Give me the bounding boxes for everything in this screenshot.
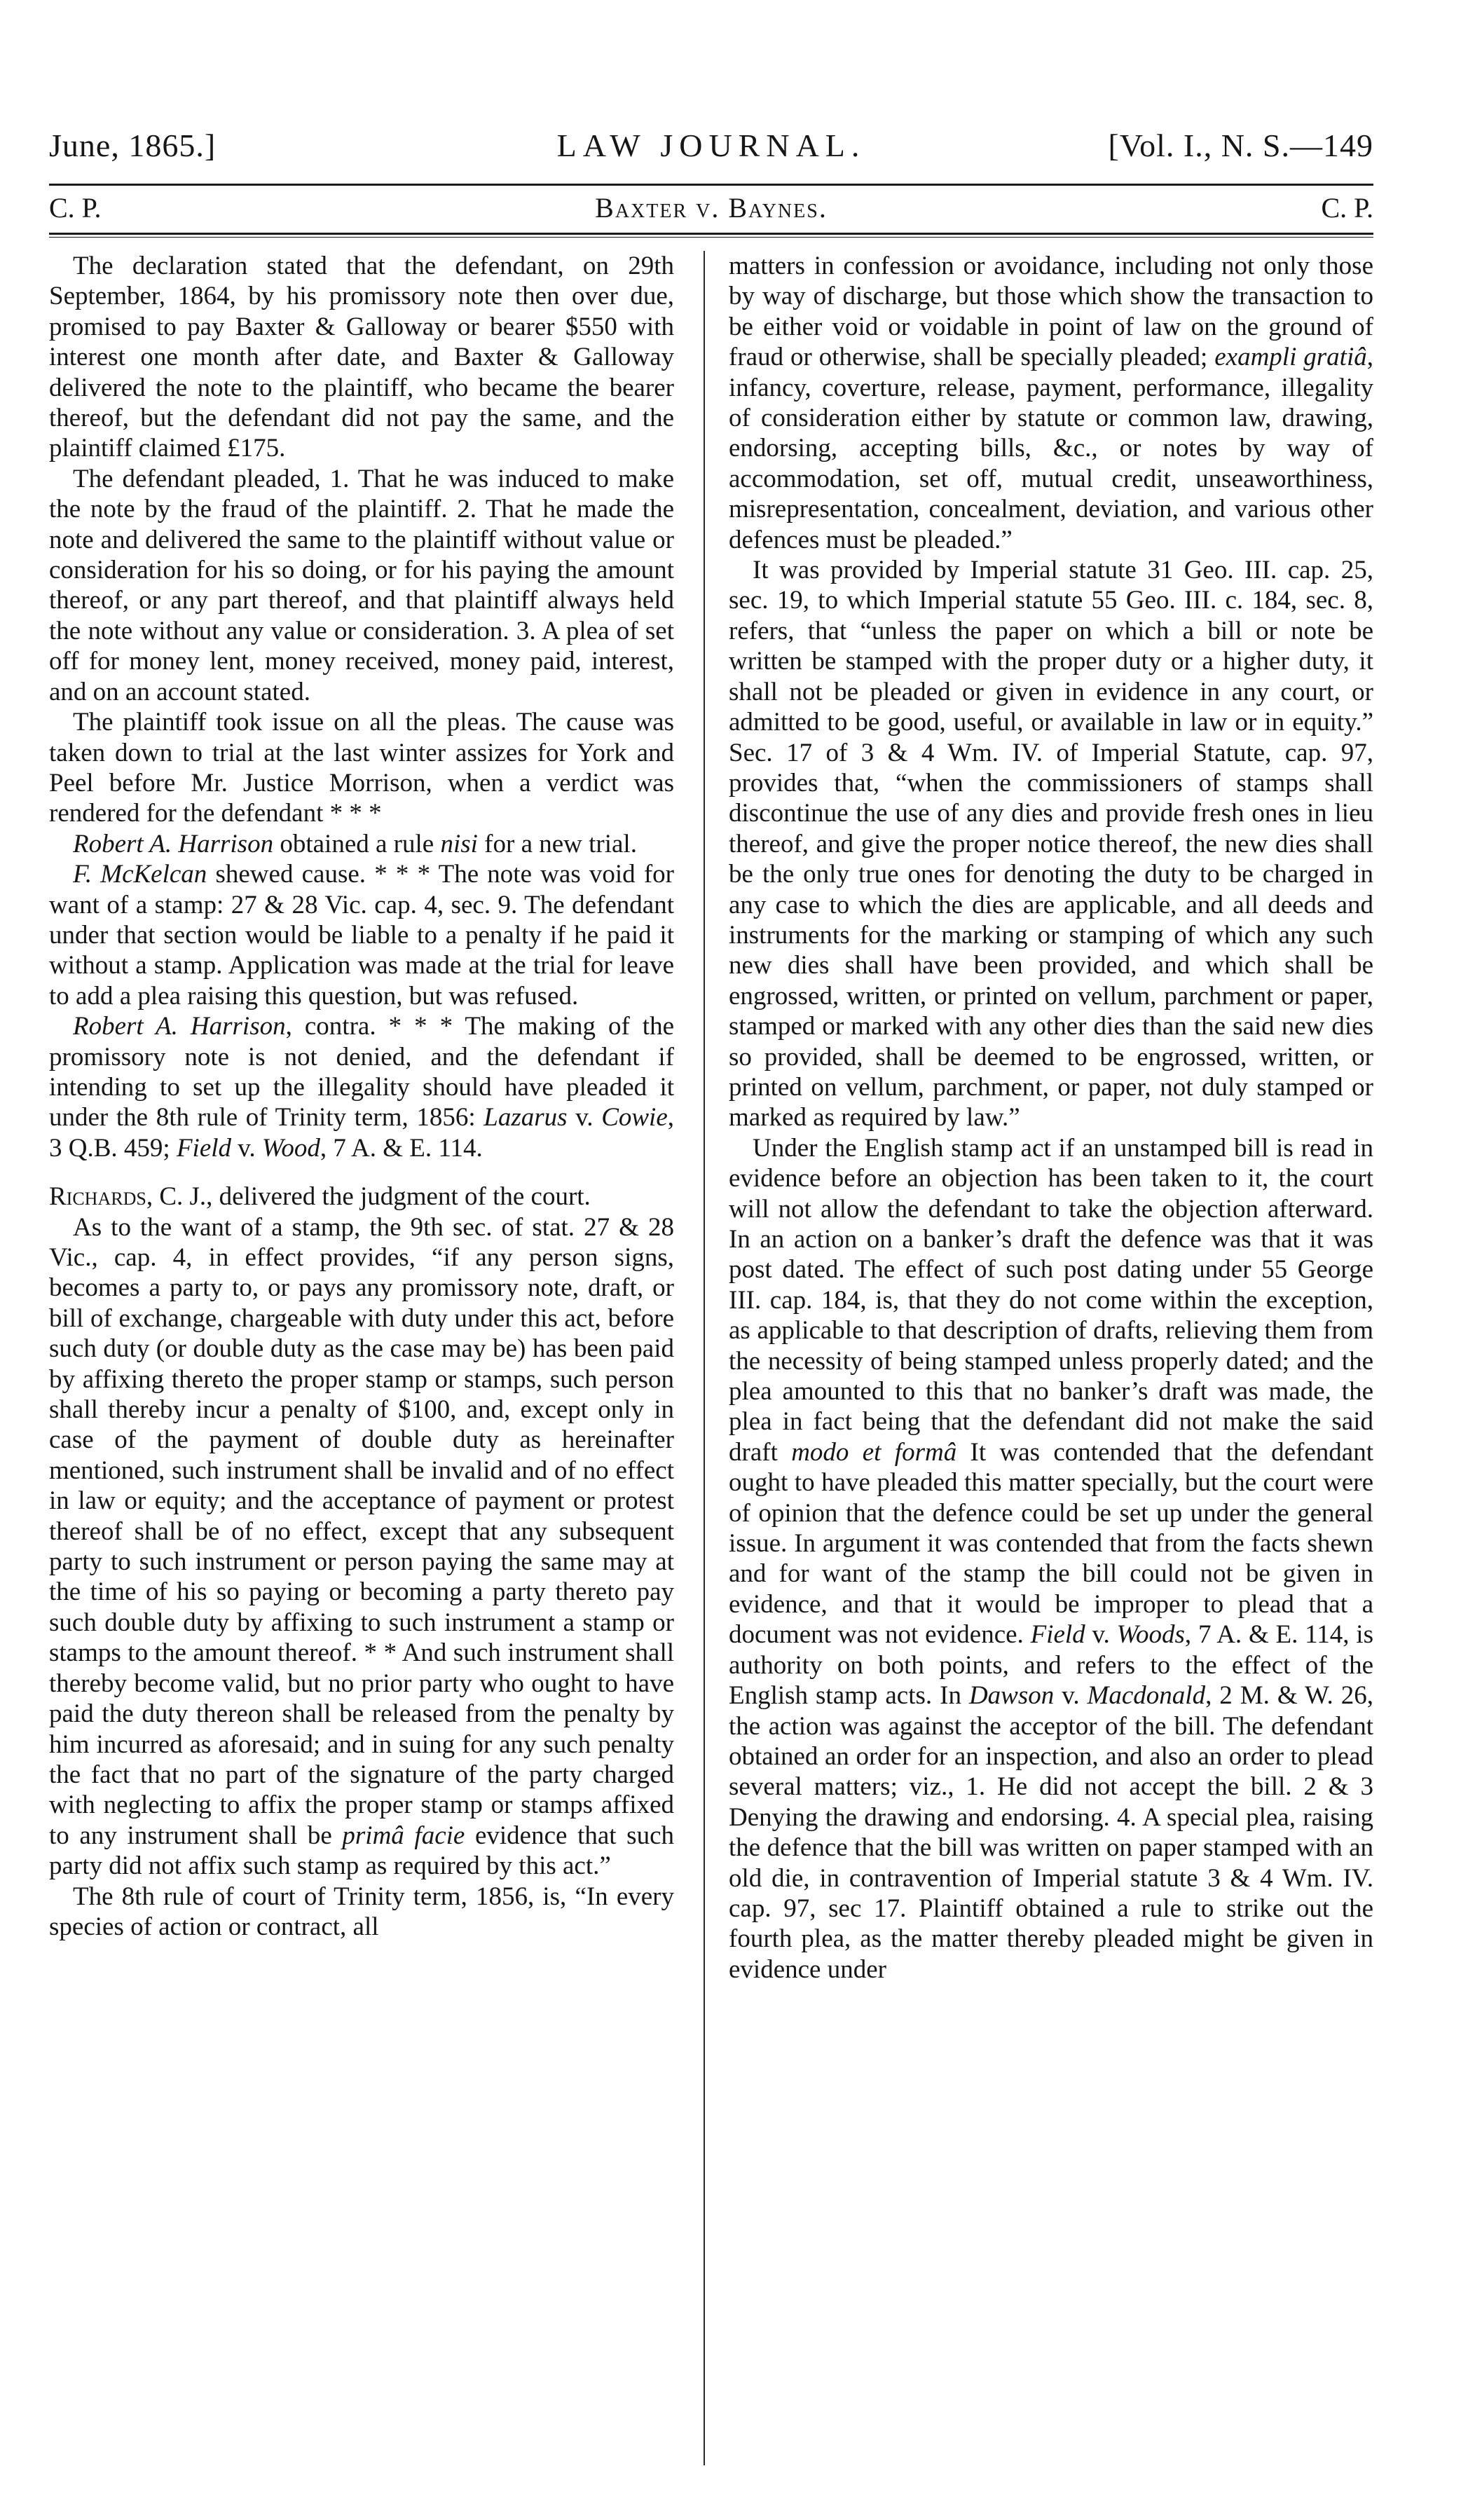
case-title: Baxter v. Baynes. [595, 192, 828, 224]
paragraph: It was provided by Imperial statute 31 Geo. III. cap. 25, sec. 19, to which Imperial statute 55 Geo. III. c. 184, sec. 8, refers, that “unless the paper on which a bill or note be written be stamped with the proper duty or a higher duty, it shall not be pleaded or given in evidence in any court, or admitted to be good, useful, or available in law or in equity.” Sec. 17 of 3 & 4 Wm. IV. of Imperial Statute, cap. 97, provides that, “when the commissioners of stamps shall discontinue the use of any dies and provide fresh ones in lieu thereof, and give the proper notice thereof, the new dies shall be the only true ones for denoting the duty to be charged in any case to which the dies are applicable, and all deeds and instruments for the marking or stamping of which any such new dies shall have been provided, and which shall be engrossed, written, or printed on vellum, parchment or paper, stamped or marked with any other dies than the said new dies so provided, shall be deemed to be engrossed, written, or printed on vellum, parchment, or paper, not duly stamped or marked as required by law.” [729, 556, 1373, 1132]
case-rule [49, 233, 1373, 235]
right-column [729, 251, 1373, 1985]
court-right: C. P. [1321, 192, 1373, 224]
header-rule [49, 184, 1373, 186]
journal-title: LAW JOURNAL. [556, 128, 866, 163]
column-divider [704, 251, 705, 2465]
case-rule-thin [49, 237, 1373, 238]
counsel-name: Robert A. Harrison [73, 829, 274, 858]
paragraph: The 8th rule of court of Trinity term, 1856, is, “In every species of action or contract, all [49, 1882, 674, 1941]
left-column [49, 251, 674, 1942]
paragraph: Robert A. Harrison obtained a rule nisi for a new trial. [73, 829, 637, 858]
judgment-intro: Richards, C. J., delivered the judgment of the court. [49, 1182, 591, 1212]
issue-date: June, 1865.] [49, 128, 217, 163]
paragraph: The declaration stated that the defendant, on 29th September, 1864, by his promissory note then over due, promised to pay Baxter & Galloway or bearer $550 with interest one month after date, and Baxter & Galloway delivered the note to the plaintiff, who became the bearer thereof, but the defendant did not pay the same, and the plaintiff claimed £175. [49, 252, 674, 463]
judge-name: Richards [49, 1182, 146, 1212]
counsel-name: Robert A. Harrison [73, 1012, 286, 1041]
court-left: C. P. [49, 192, 102, 224]
paragraph: Under the English stamp act if an unstamped bill is read in evidence before an objection has been taken to it, the court will not allow the defendant to take the objection afterward. In an action on a banker’s draft the defence was that it was post dated. The effect of such post dating under 55 George III. cap. 184, is, that they do not come within the exception, as applicable to that description of drafts, relieving them from the necessity of being stamped unless properly dated; and the plea amounted to this that no banker’s draft was made, the plea in fact being that the defendant did not make the said draft modo et formâ It was contended that the defendant ought to have pleaded this matter specially, but the court were of opinion that the defence could be set up under the general issue. In argument it was contended that from the facts shewn and for want of the stamp the bill could not be given in evidence, and that it would be improper to plead that a document was not evidence. Field v. Woods, 7 A. & E. 114, is authority on both points, and refers to the effect of the English stamp acts. In Dawson v. Macdonald, 2 M. & W. 26, the action was against the acceptor of the bill. The defendant obtained an order for an inspection, and also an order to plead several matters; viz., 1. He did not accept the bill. 2 & 3 Denying the drawing and endorsing. 4. A special plea, raising the defence that the bill was written on paper stamped with an old die, in contravention of Imperial statute 3 & 4 Wm. IV. cap. 97, sec 17. Plaintiff obtained a rule to strike out the fourth plea, as the matter thereby pleaded might be given in evidence under [729, 1133, 1373, 1984]
paragraph: The defendant pleaded, 1. That he was induced to make the note by the fraud of the plaintiff. 2. That he made the note and delivered the same to the plaintiff without value or consideration for his so doing, or for his paying the amount thereof, or any part thereof, and that plaintiff always held the note without any value or consideration. 3. A plea of set off for money lent, money received, money paid, interest, and on an account stated. [49, 464, 674, 706]
paragraph: The plaintiff took issue on all the pleas. The cause was taken down to trial at the last winter assizes for York and Peel before Mr. Justice Morrison, when a verdict was rendered for the defendant * * * [49, 708, 674, 828]
paragraph: Robert A. Harrison, contra. * * * The making of the promissory note is not denied, and the defendant if intending to set up the illegality should have pleaded it under the 8th rule of Trinity term, 1856: Lazarus v. Cowie, 3 Q.B. 459; Field v. Wood, 7 A. & E. 114. [49, 1012, 674, 1163]
paragraph: As to the want of a stamp, the 9th sec. of stat. 27 & 28 Vic., cap. 4, in effect provides, “if any person signs, becomes a party to, or pays any promissory note, draft, or bill of exchange, chargeable with duty under this act, before such duty (or double duty as the case may be) has been paid by affixing thereto the proper stamp or stamps, such person shall thereby incur a penalty of $100, and, except only in case of the payment of double duty as hereinafter mentioned, such instrument shall be invalid and of no effect in law or equity; and the acceptance of payment or protest thereof shall be of no effect, except that any subsequent party to such instrument or person paying the same may at the time of his so paying or becoming a party thereto pay such double duty by affixing to such instrument a stamp or stamps to the amount thereof. * * And such instrument shall thereby become valid, but no prior party who ought to have paid the duty thereon shall be released from the penalty by him incurred as aforesaid; and in suing for any such penalty the fact that no part of the signature of the party charged with neglecting to affix the proper stamp or stamps affixed to any instrument shall be primâ facie evidence that such party did not affix such stamp as required by this act.” [49, 1212, 674, 1881]
paragraph: matters in confession or avoidance, including not only those by way of discharge, but those which show the transaction to be either void or voidable in point of law on the ground of fraud or otherwise, shall be specially pleaded; exampli gratiâ, infancy, coverture, release, payment, performance, illegality of consideration either by statute or common law, drawing, endorsing, accepting bills, &c., or notes by way of accommodation, set off, mutual credit, unseaworthiness, misrepresentation, concealment, deviation, and various other defences must be pleaded.” [729, 252, 1373, 554]
paragraph: F. McKelcan shewed cause. * * * The note was void for want of a stamp: 27 & 28 Vic. cap. 4, sec. 9. The defendant under that section would be liable to a penalty if he paid it without a stamp. Application was made at the trial for leave to add a plea raising this question, but was refused. [49, 860, 674, 1011]
counsel-name: F. McKelcan [73, 860, 207, 889]
volume-page: [Vol. I., N. S.—149 [1108, 128, 1373, 163]
